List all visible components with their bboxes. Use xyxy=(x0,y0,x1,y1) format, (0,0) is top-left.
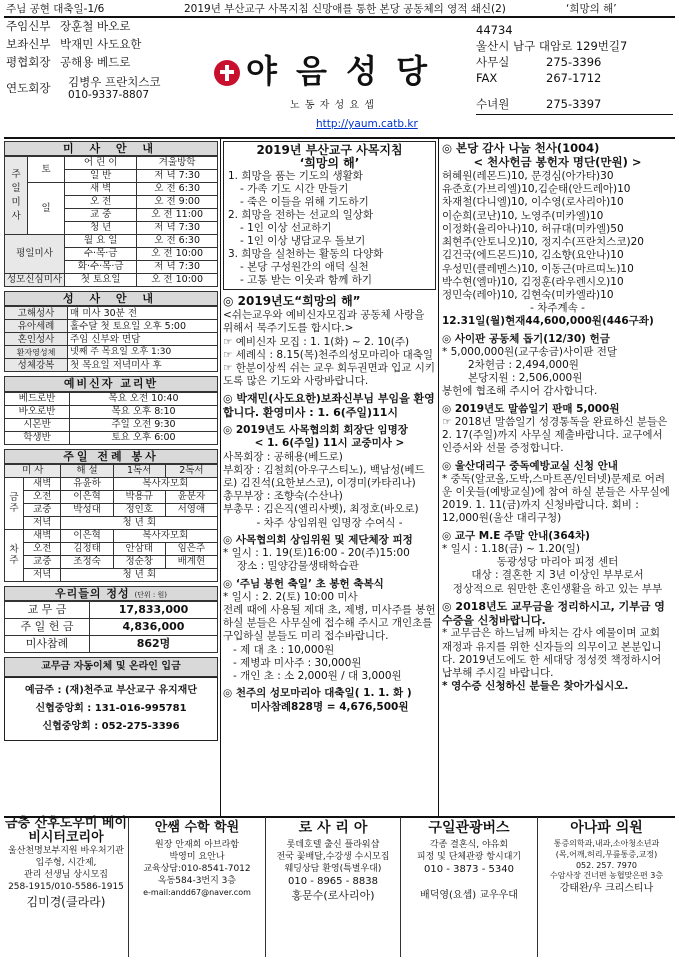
bank-info: 예금주 : (재)천주교 부산교구 유지재단 신협중앙회 : 131-016-995781 신협중앙회 : 052-275-3396 xyxy=(4,677,218,741)
council-section: ◎ 2019년도 사목협의회 회장단 임명장 < 1. 6(주일) 11시 교중미사 > 사목회장 : 공해용(베드로) 부회장 : 김철희(아우구스티노), 백남성(베드로) 김진석(요한보스코), 이경미(카타리나) 총무부장 : 조향숙(수산나) 부총무 : 김은직(엘리사벳), 최정호(바오로) - 차주 상임위원 임명장 수여식 - xyxy=(223,424,425,529)
mass-table: 주일미사 토 어 린 이 겨울방학 일 반 저 녁 7:30 일 새 벽 오 전 6:30 오 전 오 전 9:00 교 중 오 전 11:00 청 년 저 녁 7:30 평일미사 월 요 일 오 전 6:30 수·목·금 오 전 10:00 화·수·목·금 저 녁 7:30 성모신심미사 첫 토요일 오 전 10:00 xyxy=(4,156,218,287)
thanks-section: ◎ 본당 감사 나눔 천사(1004) < 천사헌금 봉헌자 명단(만원) > 허혜원(레몬드)10, 문경심(아가타)30 유준호(가브리엘)10,김순태(안드레아)10 차재철(다니엘)10, 이수영(로사리아)10 이순희(코난)10, 노영주(미카엘)10 이정화(율리아나)10, 허규대(미카엘)50 최현주(안토니오)10, 정지수(프란치스코)20 김건국(에드몬드)10, 김소향(요안나)10 우성민(클레멘스)10, 이동근(마르띠노)10 박수현(엘마)10, 김정훈(라우렌시오)10 정민숙(레아)10, 김현숙(미카엘라)10 - 차주계속 - 12.31일(월)현재44,600,000원(446구좌) xyxy=(442,141,673,329)
donor-line: 이순희(코난)10, 노영주(미카엘)10 xyxy=(442,209,604,222)
ad-tour-bus: 구일관광버스 각종 결혼식, 야유회 피정 및 단체관광 항시대기 010 - 3873 - 5340 배덕영(요셉) 교우우대 xyxy=(401,817,538,957)
donor-line: 유준호(가브리엘)10,김순태(안드레아)10 xyxy=(442,183,631,196)
sacrament-table: 고해성사 매 미사 30분 전 유아세례 홀수달 첫 토요일 오후 5:00 혼인성사 주임 신부와 면담 환자영성체 넷째 주 목요일 오후 1:30 성체강복 첫 목요일 저녁미사 후 xyxy=(4,306,218,372)
top-motto: ‘희망의 해’ xyxy=(566,3,617,15)
bank-title: 교무금 자동이체 및 온라인 입금 xyxy=(4,657,218,677)
staff-list: 주임신부 장훈철 바오로 보좌신부 박재민 사도요한 평협회장 공해용 베드로 연도회장 김병우 프란치스코 010-9337-8807 xyxy=(6,19,161,101)
lord-section: ◎ ‘주님 봉헌 축일’ 초 봉헌 축복식 * 일시 : 2. 2(토) 10:00 미사 전례 때에 사용될 제대 초, 제병, 미사주를 봉헌 하실 분들은 사무실에 접수해 주시고 개인초를 구입하실 분들도 미리 접수바랍니다. - 제 대 초 : 10,000원 - 제병과 미사주 : 30,000원 - 개인 초 : 소 2,000원 / 대 3,000원 xyxy=(223,577,436,683)
church-name: 야 음 성 당 xyxy=(246,52,432,90)
offering-table: 교 무 금 17,833,000 주 일 헌 금 4,836,000 미사참례 862명 xyxy=(4,601,218,653)
offering-title: 우리들의 정성 (단위 : 원) xyxy=(4,586,218,601)
donor-line: 우성민(클레멘스)10, 이동근(마르띠노)10 xyxy=(442,262,634,275)
guideline-box: 2019년 부산교구 사목지침 ‘희망의 해’ 1. 희망을 품는 기도의 생활화 - 가족 기도 시간 만들기 - 죽은 이들을 위해 기도하기 2. 희망을 전하는 선교의 일상화 - 1인 이상 선교하기 - 1인 이상 냉담교우 돌보기 3. 희망을 실천하는 활동의 다양화 - 본당 구성원간의 애덕 실천 - 고통 받는 이웃과 함께 하기 xyxy=(223,141,436,290)
ad-clinic: 아나파 의원 통증의학과,내과,소아청소년과 (목,어깨,허리,무릎통증,교정) 052. 257. 7970 수암사장 건너편 농협맞은편 3층 강태완/우 크리스티나 xyxy=(549,820,664,895)
middle-column xyxy=(223,141,436,714)
hope-section: ◎ 2019년도“희망의 해” <쉬는교우와 예비신자모집과 공동체 사랑을 위해서 묵주기도를 합시다.> ☞ 예비신자 모집 : 1. 1(화) ~ 2. 10(주) ☞ 세례식 : 8.15(목)천주의성모마리아 대축일 ☞ 한분이상씩 쉬는 교우 회두권면과 입교 시키도록 많은 기도와 사랑바랍니다. xyxy=(223,294,436,388)
service-table: 미 사 해 설 1독서 2독서 금주 새벽 유윤하 복사자모회 오전 이은혁 박용규 윤분자 교중 박성대 정인호 서영애 저녁 청 년 회 차주 새벽 이은혁 복사자모회 오전 김정태 안삼태 임은주 교중 조정숙 정순창 배계현 저녁 청 년 회 xyxy=(4,464,218,582)
top-line xyxy=(6,3,673,16)
service-title: 주일 전례 봉사 xyxy=(4,449,218,464)
catechumen-title: 예비신자 교리반 xyxy=(4,376,218,391)
donor-list xyxy=(442,170,673,302)
donor-line: 정민숙(레아)10, 김현숙(미카엘라)10 xyxy=(442,288,614,301)
donor-line: 허혜원(레몬드)10, 문경심(아가타)30 xyxy=(442,169,614,182)
mass-title: 미 사 안 내 xyxy=(4,141,218,156)
website-link[interactable]: http://yaum.catb.kr xyxy=(316,118,418,130)
diary-section: ◎ 2019년도 말씀일기 판매 5,000원 ☞ 2018년 말씀일기 성경통독을 완료하신 분들은 2. 17(주일)까지 사무실 제출바랍니다. 교구에서 인증서와 선물 증정합니다. xyxy=(442,402,668,455)
catechumen-table: 베드로반 목요 오전 10:40 바오로반 목요 오후 8:10 시몬반 주일 오전 9:30 학생반 토요 오후 6:00 xyxy=(4,392,218,445)
donor-line: 김건국(에드몬드)10, 김소향(요안나)10 xyxy=(442,249,624,262)
sacrament-title: 성 사 안 내 xyxy=(4,291,218,306)
ad-math-academy: 안쌤 수학 학원 원장 안재희 아브라함 박영미 요안나 교육상담:010-8541-7012 옥동584-3번지 3층 e-mail:andd67@naver.com xyxy=(129,817,266,957)
contact-block: 44734 울산시 남구 대암로 129번길7 사무실 275-3396 FAX 267-1712 수녀원 275-3397 xyxy=(476,23,628,111)
left-column xyxy=(4,141,218,741)
mary-section: ◎ 천주의 성모마리아 대축일( 1. 1. 화 ) 미사참례828명 = 4,676,500원 xyxy=(223,687,412,713)
dues-section: ◎ 2018년도 교무금을 정리하시고, 기부금 영수증을 신청바랍니다. * 교무금은 하느님께 바치는 감사 예물이며 교회 재정과 유지를 위한 신자들의 의무이고 본분입니다. 2019년도에도 한 세대당 정성껏 책정하시어 납부해 주시길 바랍니다. * 영수증 신청하신 분들은 찾아가십시오. xyxy=(442,599,665,693)
prevent-section: ◎ 울산대리구 중독예방교실 신청 안내 * 중독(알코올,도박,스마트폰/인터넷)문제로 어려운 이웃들(예방교실)에 참여 하실 분들은 사무실에 2019. 1. 11(금)까지 신청바랍니다. 회비 : 12,000원(울산 대리구청) xyxy=(442,459,670,525)
top-headline: 2019년 부산교구 사목지침 신망애를 통한 본당 공동체의 영적 쇄신(2) xyxy=(184,3,506,15)
me-section: ◎ 교구 M.E 주말 안내(364차) * 일시 : 1.18(금) ~ 1.20(일) 동광성당 마리아 피정 센터 대상 : 결혼한 지 3년 이상인 부부로서 정상적으로 원만한 혼인생활을 하고 있는 부부 xyxy=(442,529,663,595)
top-date: 주님 공현 대축일-1/6 xyxy=(6,3,105,15)
welcome-section: ◎ 박재민(사도요한)보좌신부님 부임을 환영합니다. 환영미사 : 1. 6(주일)11시 xyxy=(223,392,435,420)
donor-line: 최현주(안토니오)10, 정지수(프란치스코)20 xyxy=(442,236,644,249)
right-column xyxy=(442,141,673,694)
church-logo-icon xyxy=(214,60,240,86)
ad-postpartum: 금충 산후도우미 베이비시터코리아 울산천명보부지원 바우처기관 입주형, 시간제, 관리 선생님 상시모집 258-1915/010-5586-1915 김미경(클라라) xyxy=(4,817,129,957)
donor-line: 박수현(엘마)10, 김정훈(라우렌시오)10 xyxy=(442,275,624,288)
ad-florist: 로 사 리 아 롯데호텔 출신 플라워샵 전국 꽃배달,수강생 수시모집 웨딩상담 환영(특별우대) 010 - 8965 - 8838 홍문수(로사리아) xyxy=(266,817,401,957)
donor-line: 차재철(다니엘)10, 이수영(로사리아)10 xyxy=(442,196,624,209)
donor-line: 이정화(율리아나)10, 허규대(미카엘)50 xyxy=(442,222,624,235)
cyber-section: ◎ 사이판 공동체 돕기(12/30) 헌금 * 5,000,000원(교구송금)사이판 전달 2차헌금 : 2,494,000원 본당지원 : 2,506,000원 봉헌에 협조해 주시어 감사합니다. xyxy=(442,332,617,398)
retreat-section: ◎ 사목협의회 상임위원 및 제단체장 피정 * 일시 : 1. 19(토)16:00 - 20(주)15:00 장소 : 밀양감물생태학습관 xyxy=(223,533,413,573)
church-subtitle: 노 동 자 성 요 셉 xyxy=(290,100,375,111)
